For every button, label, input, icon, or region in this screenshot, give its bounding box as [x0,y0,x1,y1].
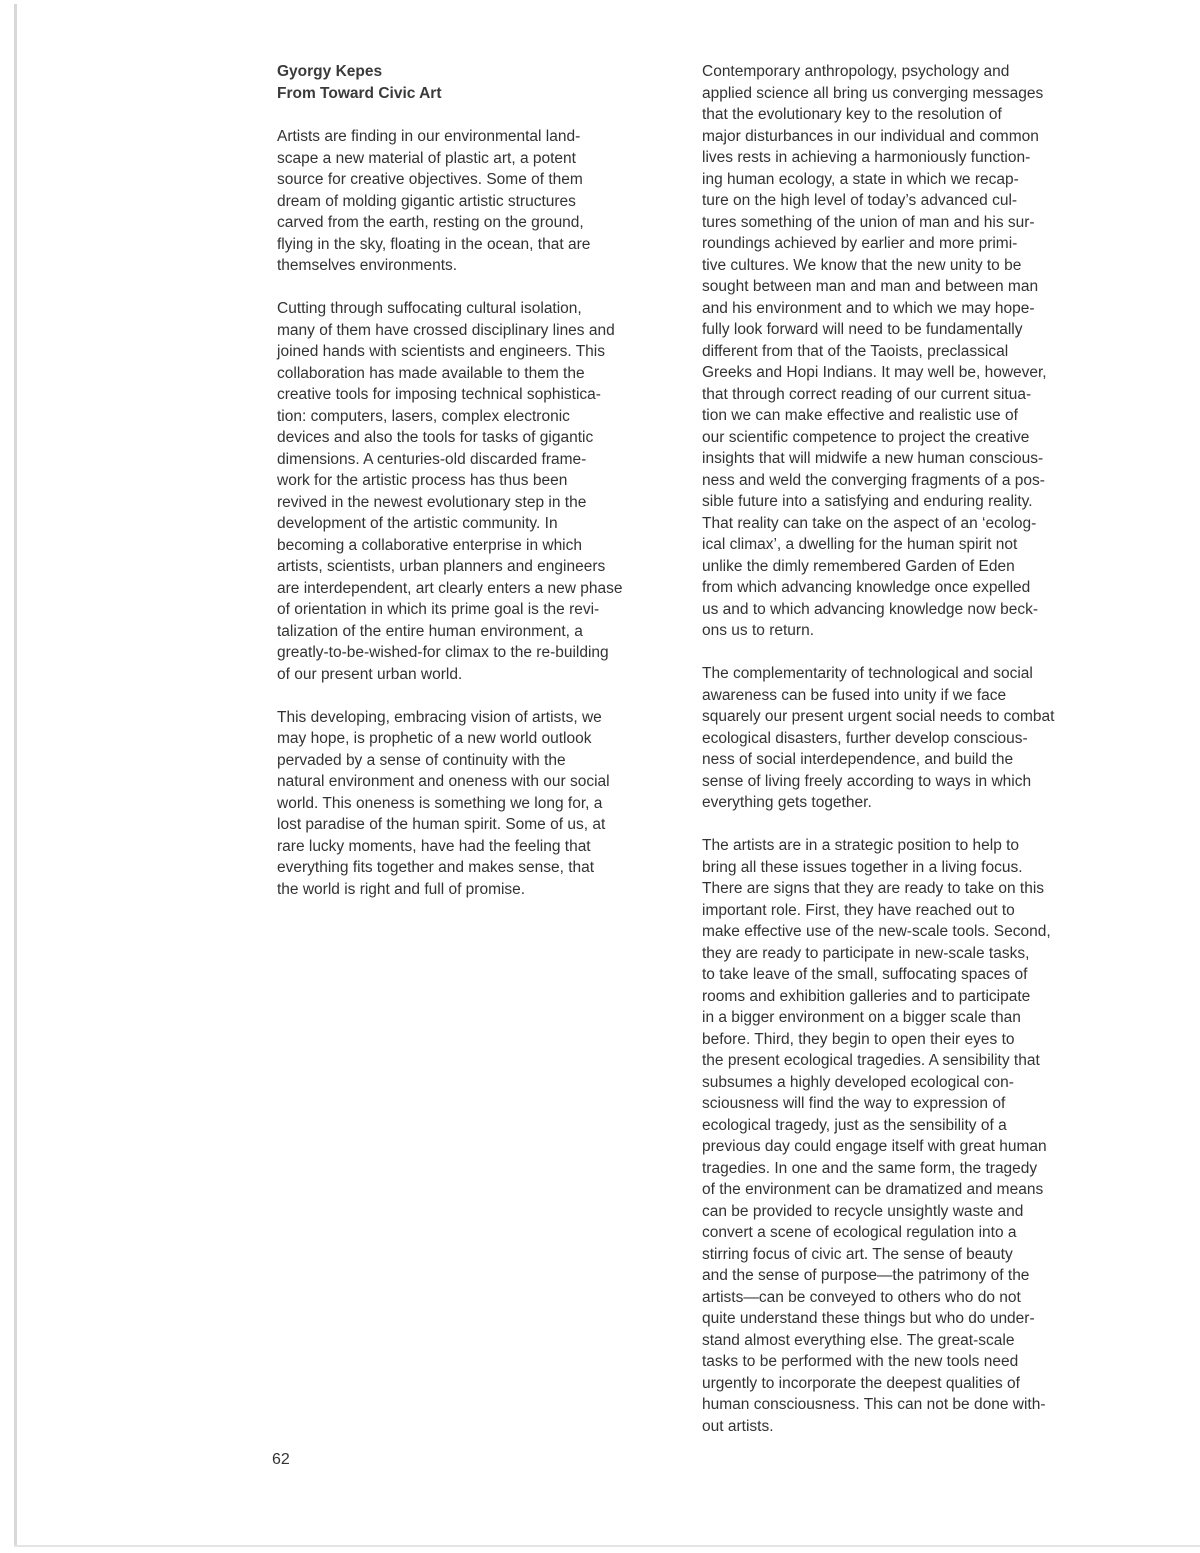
text-line: lives rests in achieving a harmoniously function- [702,149,1031,166]
text-line: tion we can make effective and realistic use of [702,407,1018,424]
text-line: Artists are finding in our environmental land- [277,128,581,145]
text-line: tion: computers, lasers, complex electronic [277,407,570,425]
text-line: can be provided to recycle unsightly waste and [702,1202,1024,1220]
text-line: may hope, is prophetic of a new world outlook [277,730,592,747]
text-line: The artists are in a strategic position to help to [702,837,1020,854]
text-line: flying in the sky, floating in the ocean, that are [277,235,591,253]
text-line: bring all these issues together in a living focus. [702,858,1023,876]
body-paragraph [702,663,1122,814]
text-line: carved from the earth, resting on the ground, [277,214,584,231]
text-line: joined hands with scientists and engineers. This [277,343,605,360]
body-paragraph [277,126,697,277]
text-line: ing human ecology, a state in which we recap- [702,170,1019,188]
body-paragraph [702,835,1122,1437]
text-line: ness of social interdependence, and build the [702,751,1014,768]
text-line: becoming a collaborative enterprise in which [277,536,582,554]
body-paragraph [277,707,697,901]
text-line: convert a scene of ecological regulation into a [702,1224,1017,1241]
text-line: That reality can take on the aspect of an ‘ecolog- [702,514,1037,532]
author-name: Gyorgy Kepes [277,63,383,80]
text-line: sought between man and man and between man [702,278,1039,295]
text-line: devices and also the tools for tasks of gigantic [277,429,594,446]
text-line: that the evolutionary key to the resolution of [702,106,1002,123]
text-line: stirring focus of civic art. The sense of beauty [702,1245,1013,1263]
text-line: ture on the high level of today’s advanced cul- [702,192,1018,209]
text-line: Contemporary anthropology, psychology and [702,63,1010,80]
text-line: rare lucky moments, have had the feeling that [277,837,591,855]
text-line: they are ready to participate in new-scale tasks, [702,944,1030,962]
text-line: squarely our present urgent social needs to combat [702,708,1055,725]
text-line: sense of living freely according to ways in which [702,772,1032,790]
text-line: in a bigger environment on a bigger scale than [702,1009,1021,1026]
text-line: the present ecological tragedies. A sensibility that [702,1052,1040,1069]
text-line: dream of molding gigantic artistic structures [277,192,576,210]
article-title: From Toward Civic Art [277,84,442,102]
text-line: awareness can be fused into unity if we face [702,686,1007,704]
text-line: out artists. [702,1417,774,1435]
text-line: talization of the entire human environment, a [277,622,583,640]
text-line: This developing, embracing vision of artists, we [277,708,602,726]
page-edge-bottom [14,1545,1200,1547]
text-line: greatly-to-be-wished-for climax to the re-building [277,644,609,661]
text-line: work for the artistic process has thus been [277,472,568,489]
page-number: 62 [272,1451,290,1468]
article-header [277,61,697,104]
text-line: and the sense of purpose—the patrimony of the [702,1267,1030,1284]
text-line: everything fits together and makes sense, that [277,859,595,876]
text-line: artists—can be conveyed to others who do not [702,1288,1021,1306]
text-line: that through correct reading of our current situa- [702,385,1032,403]
text-line: themselves environments. [277,257,458,274]
text-line: before. Third, they begin to open their eyes to [702,1030,1015,1048]
text-line: many of them have crossed disciplinary lines and [277,321,615,339]
text-line: and his environment and to which we may hope- [702,299,1035,317]
text-line: sible future into a satisfying and enduring reality. [702,493,1033,510]
text-line: roundings achieved by earlier and more primi- [702,235,1018,252]
text-line: fully look forward will need to be fundamentally [702,321,1023,338]
text-line: make effective use of the new-scale tools. Second, [702,923,1051,940]
text-line: sciousness will find the way to expression of [702,1095,1006,1112]
text-line: of orientation in which its prime goal is the revi- [277,601,600,618]
text-line: are interdependent, art clearly enters a new phase [277,579,623,597]
text-line: ical climax’, a dwelling for the human spirit not [702,536,1018,553]
text-line: creative tools for imposing technical sophistica- [277,386,601,403]
text-line: revived in the newest evolutionary step in the [277,493,587,511]
text-line: rooms and exhibition galleries and to participate [702,987,1031,1005]
text-line: of our present urban world. [277,665,463,683]
text-line: quite understand these things but who do under- [702,1310,1035,1327]
text-line: us and to which advancing knowledge now beck- [702,600,1039,618]
text-line: insights that will midwife a new human conscious- [702,450,1044,467]
text-line: different from that of the Taoists, preclassical [702,342,1009,360]
text-line: artists, scientists, urban planners and engineers [277,558,606,575]
text-line: stand almost everything else. The great-scale [702,1331,1015,1349]
text-line: tures something of the union of man and his sur- [702,213,1035,231]
text-line: ecological tragedy, just as the sensibility of a [702,1116,1007,1134]
right-column [702,61,1122,1459]
text-line: development of the artistic community. In [277,515,558,532]
text-line: tragedies. In one and the same form, the tragedy [702,1159,1038,1177]
text-line: The complementarity of technological and social [702,665,1033,682]
text-line: previous day could engage itself with great human [702,1138,1047,1155]
text-line: our scientific competence to project the creative [702,428,1030,446]
text-line: everything gets together. [702,794,872,811]
body-paragraph [702,61,1122,642]
text-line: tive cultures. We know that the new unity to be [702,256,1022,274]
text-line: scape a new material of plastic art, a potent [277,149,576,167]
text-line: lost paradise of the human spirit. Some of us, at [277,816,606,833]
text-line: urgently to incorporate the deepest qualities of [702,1374,1020,1392]
text-line: ons us to return. [702,622,815,639]
text-line: of the environment can be dramatized and means [702,1181,1044,1198]
text-line: tasks to be performed with the new tools need [702,1353,1019,1370]
text-line: source for creative objectives. Some of them [277,171,583,188]
text-line: subsumes a highly developed ecological con- [702,1073,1014,1091]
page-edge-left [14,4,17,1547]
text-line: applied science all bring us converging messages [702,84,1044,102]
text-line: natural environment and oneness with our social [277,773,610,790]
text-line: world. This oneness is something we long for, a [277,794,603,812]
text-line: ecological disasters, further develop conscious- [702,729,1028,747]
text-line: major disturbances in our individual and common [702,127,1039,145]
text-line: human consciousness. This can not be done with- [702,1396,1046,1413]
left-column [277,61,697,922]
text-line: Cutting through suffocating cultural isolation, [277,300,582,317]
text-line: from which advancing knowledge once expelled [702,579,1031,596]
text-line: unlike the dimly remembered Garden of Eden [702,557,1015,575]
text-line: Greeks and Hopi Indians. It may well be, however, [702,364,1047,381]
text-line: pervaded by a sense of continuity with the [277,751,566,769]
text-line: dimensions. A centuries-old discarded frame- [277,450,587,468]
text-line: to take leave of the small, suffocating spaces of [702,966,1028,983]
text-line: the world is right and full of promise. [277,880,526,898]
text-line: important role. First, they have reached out to [702,901,1015,919]
text-line: collaboration has made available to them the [277,364,585,382]
body-paragraph [277,298,697,685]
left-paragraphs [277,126,697,900]
text-line: There are signs that they are ready to take on this [702,880,1045,897]
text-line: ness and weld the converging fragments of a pos- [702,471,1045,489]
right-paragraphs [702,61,1122,1437]
